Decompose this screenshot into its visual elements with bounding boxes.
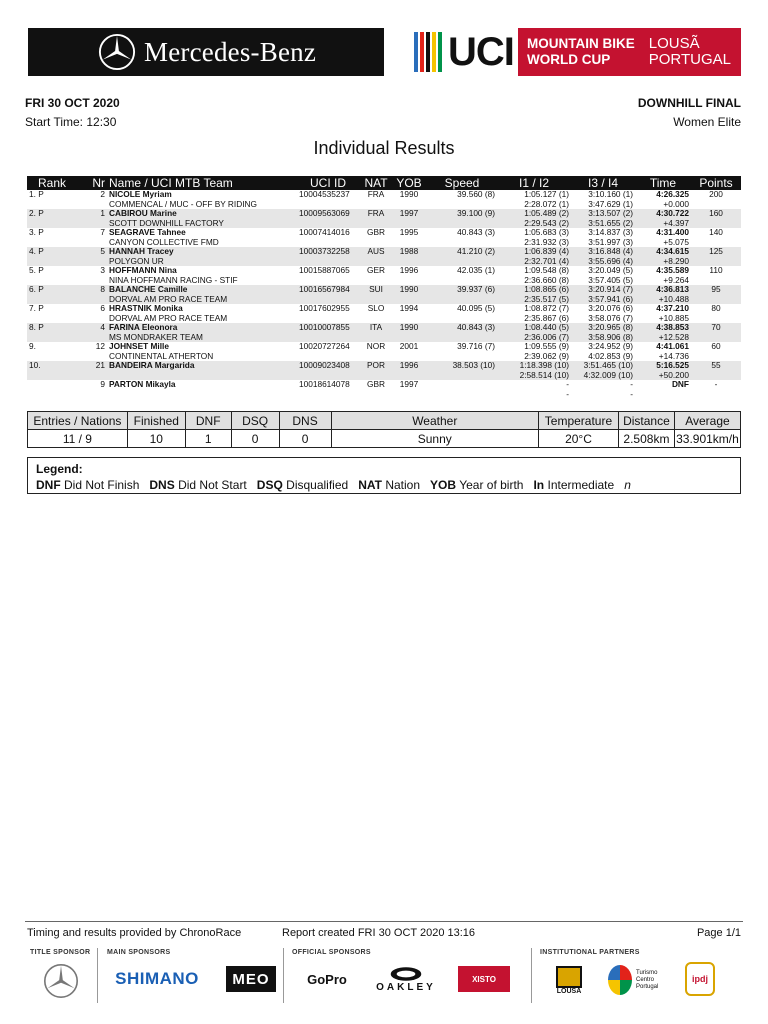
nation: GER [367,265,385,275]
rank-cell [27,304,53,314]
page-title: Individual Results [313,138,455,158]
summary-header: Average [674,412,740,430]
legend-text: Year of birth [459,478,524,492]
legend-items [36,478,732,492]
team-name: SCOTT DOWNHILL FACTORY [107,219,295,229]
time-gap: +4.397 [635,219,691,229]
intermediate-2: 2:28.072 (1) [524,198,569,209]
p-marker: P [38,303,44,313]
intermediate-4: 3:57.941 (6) [571,295,635,305]
speed: 39.937 (6) [427,285,497,295]
points: 55 [691,361,741,371]
summary-header: Finished [127,412,185,430]
final-time: 4:37.210 [656,303,689,313]
summary-value: 0 [279,430,331,448]
intermediate-2: 2:29.543 (2) [497,219,571,229]
institutional-partners-label: INSTITUTIONAL PARTNERS [540,949,640,956]
results-header-row [27,176,741,190]
year-of-birth: 1997 [391,209,427,219]
uci-id: 10009023408 [295,361,361,371]
col-i34: I3 / I4 [571,176,635,190]
intermediate-3: 3:20.049 (5) [588,265,633,275]
team-name: MS MONDRAKER TEAM [107,333,295,343]
year-of-birth: 1988 [391,247,427,257]
uci-id: 10018614078 [299,379,350,389]
rank-cell [27,361,53,371]
team-name: COMMENCAL / MUC - OFF BY RIDING [109,198,257,209]
points: 140 [709,227,723,237]
lousa-crest-icon [556,966,582,988]
intermediate-4: 3:47.629 (1) [588,198,633,209]
rank-cell [27,247,53,257]
intermediate-2: 2:35.867 (6) [524,312,569,323]
summary-values-row [28,430,741,448]
rank-cell [27,266,53,276]
rank-value: 10. [29,360,41,370]
intermediate-4: 3:57.405 (5) [588,274,633,285]
rider-name: HRASTNIK Monika [109,303,183,313]
summary-header: Weather [331,412,538,430]
summary-header: DNF [185,412,231,430]
p-marker: P [38,322,44,332]
page-number: Page 1/1 [696,927,741,939]
summary-header: Entries / Nations [28,412,128,430]
bib-number: 9 [100,379,105,389]
uci-id: 10016567984 [295,285,361,295]
intermediate-2: 2:36.660 (8) [524,274,569,285]
intermediate-3: 3:20.076 (6) [588,303,633,313]
points: 60 [711,341,721,351]
intermediate-4: 3:51.997 (3) [588,236,633,247]
rank-cell [27,209,53,219]
p-marker: P [38,208,44,218]
event-line-1: MOUNTAIN BIKE [527,36,635,51]
turismo-swirl-icon [608,965,632,995]
footer-divider [25,921,743,922]
event-line-2: WORLD CUP [527,52,611,67]
race-date-block [25,96,120,129]
bib-number: 3 [100,265,105,275]
intermediate-1: 1:05.489 (2) [497,209,571,219]
summary-header-row [28,412,741,430]
rider-name: JOHNSET Mille [109,341,169,351]
bib-number: 2 [100,189,105,199]
intermediate-3: 3:51.465 (10) [571,361,635,371]
points: - [714,379,718,389]
nation: AUS [361,247,391,257]
year-of-birth: 1990 [391,323,427,333]
summary-table [27,411,741,448]
intermediate-3: 3:13.507 (2) [571,209,635,219]
intermediate-2: 2:31.932 (3) [524,236,569,247]
final-time: 4:31.400 [656,227,689,237]
final-time: 4:35.589 [656,265,689,275]
summary-value: 0 [231,430,279,448]
uci-id: 10020727264 [299,341,350,351]
col-nat: NAT [361,176,391,190]
points: 70 [691,323,741,333]
category: Women Elite [673,115,741,129]
lousa-municipality-logo [546,962,592,998]
main-sponsors-label: MAIN SPONSORS [107,949,171,956]
team-name: CANYON COLLECTIVE FMD [109,236,219,247]
legend-abbr: In [533,478,545,492]
intermediate-1: 1:05.127 (1) [524,189,569,199]
uci-id: 10010007855 [295,323,361,333]
team-name: DORVAL AM PRO RACE TEAM [109,312,228,323]
race-date: FRI 30 OCT 2020 [25,96,120,110]
team-name: NINA HOFFMANN RACING - STIF [109,274,238,285]
mercedes-sponsor-logo [38,961,84,1001]
intermediate-3: 3:14.837 (3) [588,227,633,237]
team-name: DORVAL AM PRO RACE TEAM [107,295,295,305]
intermediate-4: 3:51.655 (2) [571,219,635,229]
rider-name: SEAGRAVE Tahnee [109,227,186,237]
summary-value: 33.901km/h [676,431,739,446]
intermediate-2: 2:32.701 (4) [497,257,571,267]
table-row-sub [27,390,741,400]
venue-line-1: LOUSÃ [648,35,700,52]
year-of-birth: 1995 [399,227,419,237]
speed: 39.560 (8) [457,189,495,199]
rank-cell [27,380,53,390]
intermediate-4: 4:32.009 (10) [571,371,635,381]
legend-abbr: DSQ [256,478,283,492]
gopro-logo: GoPro [307,971,347,987]
final-time: 4:34.615 [635,247,691,257]
speed: 41.210 (2) [427,247,497,257]
rank-cell [27,228,53,238]
intermediate-3: 3:16.848 (4) [571,247,635,257]
uci-id: 10003732258 [295,247,361,257]
meo-logo: MEO [226,966,276,992]
final-time: 4:41.061 [656,341,689,351]
col-speed: Speed [427,176,497,190]
timing-credit: Timing and results provided by ChronoRace [27,927,242,939]
final-time: 4:36.813 [635,285,691,295]
time-gap [635,390,691,400]
year-of-birth: 1996 [391,361,427,371]
mercedes-benz-wordmark: Mercedes-Benz [144,36,317,67]
nation: SLO [367,303,385,313]
intermediate-1: 1:06.839 (4) [497,247,571,257]
time-gap: +0.000 [663,198,689,209]
year-of-birth: 1994 [399,303,419,313]
rank-cell [27,190,53,200]
speed: 38.503 (10) [427,361,497,371]
mercedes-star-icon [98,33,136,71]
summary-value: 2.508km [618,430,674,448]
oakley-ellipse-icon [389,966,423,982]
team-name: CONTINENTAL ATHERTON [109,350,214,361]
intermediate-1: - [566,379,569,389]
intermediate-3: 3:24.952 (9) [588,341,633,351]
table-row [27,380,741,390]
time-gap: +12.528 [635,333,691,343]
rank-value: 3. [29,227,36,237]
summary-header: DNS [279,412,331,430]
intermediate-1: 1:08.865 (6) [497,285,571,295]
time-gap: +8.290 [635,257,691,267]
points: 125 [691,247,741,257]
legend-abbr: YOB [430,478,457,492]
bib-number: 1 [77,209,107,219]
summary-value: Sunny [331,430,538,448]
bib-number: 4 [77,323,107,333]
nation: POR [361,361,391,371]
rider-name: BANDEIRA Margarida [107,361,295,371]
intermediate-2: 2:36.006 (7) [497,333,571,343]
nation: FRA [361,209,391,219]
p-marker: P [38,189,44,199]
summary-value: 11 / 9 [28,430,128,448]
legend-abbr: NAT [358,478,382,492]
nation: SUI [361,285,391,295]
rider-name: PARTON Mikayla [109,379,176,389]
xisto-logo: XISTO [458,966,510,992]
rider-name: CABIROU Marine [107,209,295,219]
rank-value: 2. [29,208,36,218]
intermediate-3: 3:20.965 (8) [571,323,635,333]
speed: 40.843 (3) [427,323,497,333]
points: 200 [709,189,723,199]
rank-value: 9. [29,341,36,351]
rank-value: 5. [29,265,36,275]
bib-number: 8 [77,285,107,295]
points: 110 [709,265,723,275]
rank-value: 1. [29,189,36,199]
speed: 39.716 (7) [457,341,495,351]
intermediate-1: 1:08.872 (7) [524,303,569,313]
rider-name: FARINA Eleonora [107,323,295,333]
report-created: Report created FRI 30 OCT 2020 13:16 [282,927,476,939]
year-of-birth: 1997 [399,379,419,389]
uci-id: 10017602955 [299,303,350,313]
rider-name: HOFFMANN Nina [109,265,177,275]
mercedes-star-icon [43,963,79,999]
nation: GBR [367,379,385,389]
rank-value: 7. [29,303,36,313]
intermediate-2: 2:35.517 (5) [497,295,571,305]
turismo-wordmark: Turismo Centro Portugal [636,969,659,990]
final-time: 4:30.722 [635,209,691,219]
points: 95 [691,285,741,295]
event-title: DOWNHILL FINAL [637,96,741,110]
title-sponsor-label: TITLE SPONSOR [30,949,91,956]
bib-number: 21 [77,361,107,371]
ipdj-logo: ipdj [685,962,715,996]
uci-wordmark: UCI [448,29,514,74]
intermediate-4: 4:02.853 (9) [588,350,633,361]
bib-number: 6 [100,303,105,313]
oakley-logo [368,962,444,996]
col-name: Name / UCI MTB Team [107,176,295,190]
team-name [107,390,295,400]
time-gap: +10.488 [635,295,691,305]
results-body [27,190,741,399]
col-nr: Nr [77,176,107,190]
oakley-wordmark: OAKLEY [376,981,436,993]
nation: ITA [361,323,391,333]
rank-cell [27,323,53,333]
turismo-centro-logo [606,962,668,998]
final-time: 4:38.853 [635,323,691,333]
intermediate-3: 3:20.914 (7) [571,285,635,295]
rank-cell [27,285,53,295]
rank-value: 4. [29,246,36,256]
legend-title: Legend: [36,462,83,476]
legend-text: Did Not Start [178,478,247,492]
summary-value: 1 [185,430,231,448]
official-sponsors-label: OFFICIAL SPONSORS [292,949,371,956]
col-uci-id: UCI ID [295,176,361,190]
start-time: Start Time: 12:30 [25,115,117,129]
legend-text: Disqualified [286,478,349,492]
bib-number: 5 [77,247,107,257]
summary-value: 10 [127,430,185,448]
summary-header: Distance [618,412,674,430]
p-marker: P [38,265,44,275]
intermediate-1: 1:09.548 (8) [524,265,569,275]
intermediate-4: 3:55.696 (4) [571,257,635,267]
team-name: POLYGON UR [107,257,295,267]
rank-cell [27,342,53,352]
sponsor-separator [97,948,98,1003]
summary-header: DSQ [231,412,279,430]
bib-number: 7 [100,227,105,237]
sponsor-separator [283,948,284,1003]
p-marker: P [38,246,44,256]
intermediate-1: 1:18.398 (10) [497,361,571,371]
legend-box [27,457,741,494]
col-points: Points [691,176,741,190]
intermediate-1: 1:08.440 (5) [497,323,571,333]
sponsor-separator [531,948,532,1003]
results-table [27,176,741,399]
year-of-birth: 2001 [399,341,419,351]
intermediate-1: 1:05.683 (3) [524,227,569,237]
legend-text: Intermediate [547,478,615,492]
final-time: 4:26.325 [656,189,689,199]
nation: FRA [367,189,385,199]
p-marker: P [38,227,44,237]
event-logo [518,28,741,76]
intermediate-4: 3:58.076 (7) [588,312,633,323]
legend-text: Did Not Finish [64,478,140,492]
intermediate-4: - [630,388,633,399]
table-row [27,361,741,371]
legend-n: n [624,478,631,492]
uci-id: 10015887065 [299,265,350,275]
venue-name [649,36,731,68]
intermediate-2: - [566,388,569,399]
year-of-birth: 1990 [399,189,419,199]
legend-abbr: DNF [36,478,61,492]
points: 80 [711,303,721,313]
top-banner [28,28,741,76]
speed: 42.035 (1) [457,265,495,275]
lousa-wordmark: LOUSÃ [556,987,582,995]
intermediate-3: - [630,379,633,389]
col-time: Time [635,176,691,190]
rank-value: 6. [29,284,36,294]
time-gap: +9.264 [663,274,689,285]
p-marker: P [38,284,44,294]
legend-text: Nation [385,478,421,492]
race-event-block [638,96,741,129]
uci-id: 10009563069 [295,209,361,219]
summary-value: 20°C [539,430,619,448]
intermediate-3: 3:10.160 (1) [588,189,633,199]
rider-name: HANNAH Tracey [107,247,295,257]
summary-header: Temperature [539,412,619,430]
legend-abbr: DNS [149,478,175,492]
time-gap: +10.885 [658,312,689,323]
bib-number: 12 [95,341,105,351]
intermediate-4: 3:58.906 (8) [571,333,635,343]
uci-rainbow-stripes [414,32,444,72]
rider-name: NICOLE Myriam [109,189,172,199]
time-gap: +5.075 [663,236,689,247]
col-rank: Rank [27,176,77,190]
intermediate-2: 2:58.514 (10) [497,371,571,381]
venue-line-2: PORTUGAL [648,51,731,68]
rider-name: BALANCHE Camille [107,285,295,295]
year-of-birth: 1996 [399,265,419,275]
time-gap: +14.736 [658,350,689,361]
speed [427,380,497,390]
speed: 40.095 (5) [457,303,495,313]
uci-id: 10007414016 [299,227,350,237]
points: 160 [691,209,741,219]
event-name [527,36,635,68]
col-yob: YOB [391,176,427,190]
rank-value: 8. [29,322,36,332]
time-gap: +50.200 [635,371,691,381]
nation: GBR [367,227,385,237]
col-i12: I1 / I2 [497,176,571,190]
shimano-logo: SHIMANO [115,969,199,988]
year-of-birth: 1990 [391,285,427,295]
intermediate-2: 2:39.062 (9) [524,350,569,361]
uci-id: 10004535237 [299,189,350,199]
nation: NOR [366,341,386,351]
final-time: 5:16.525 [635,361,691,371]
speed: 40.843 (3) [457,227,495,237]
speed: 39.100 (9) [427,209,497,219]
final-time: DNF [671,379,689,389]
intermediate-1: 1:09.555 (9) [524,341,569,351]
